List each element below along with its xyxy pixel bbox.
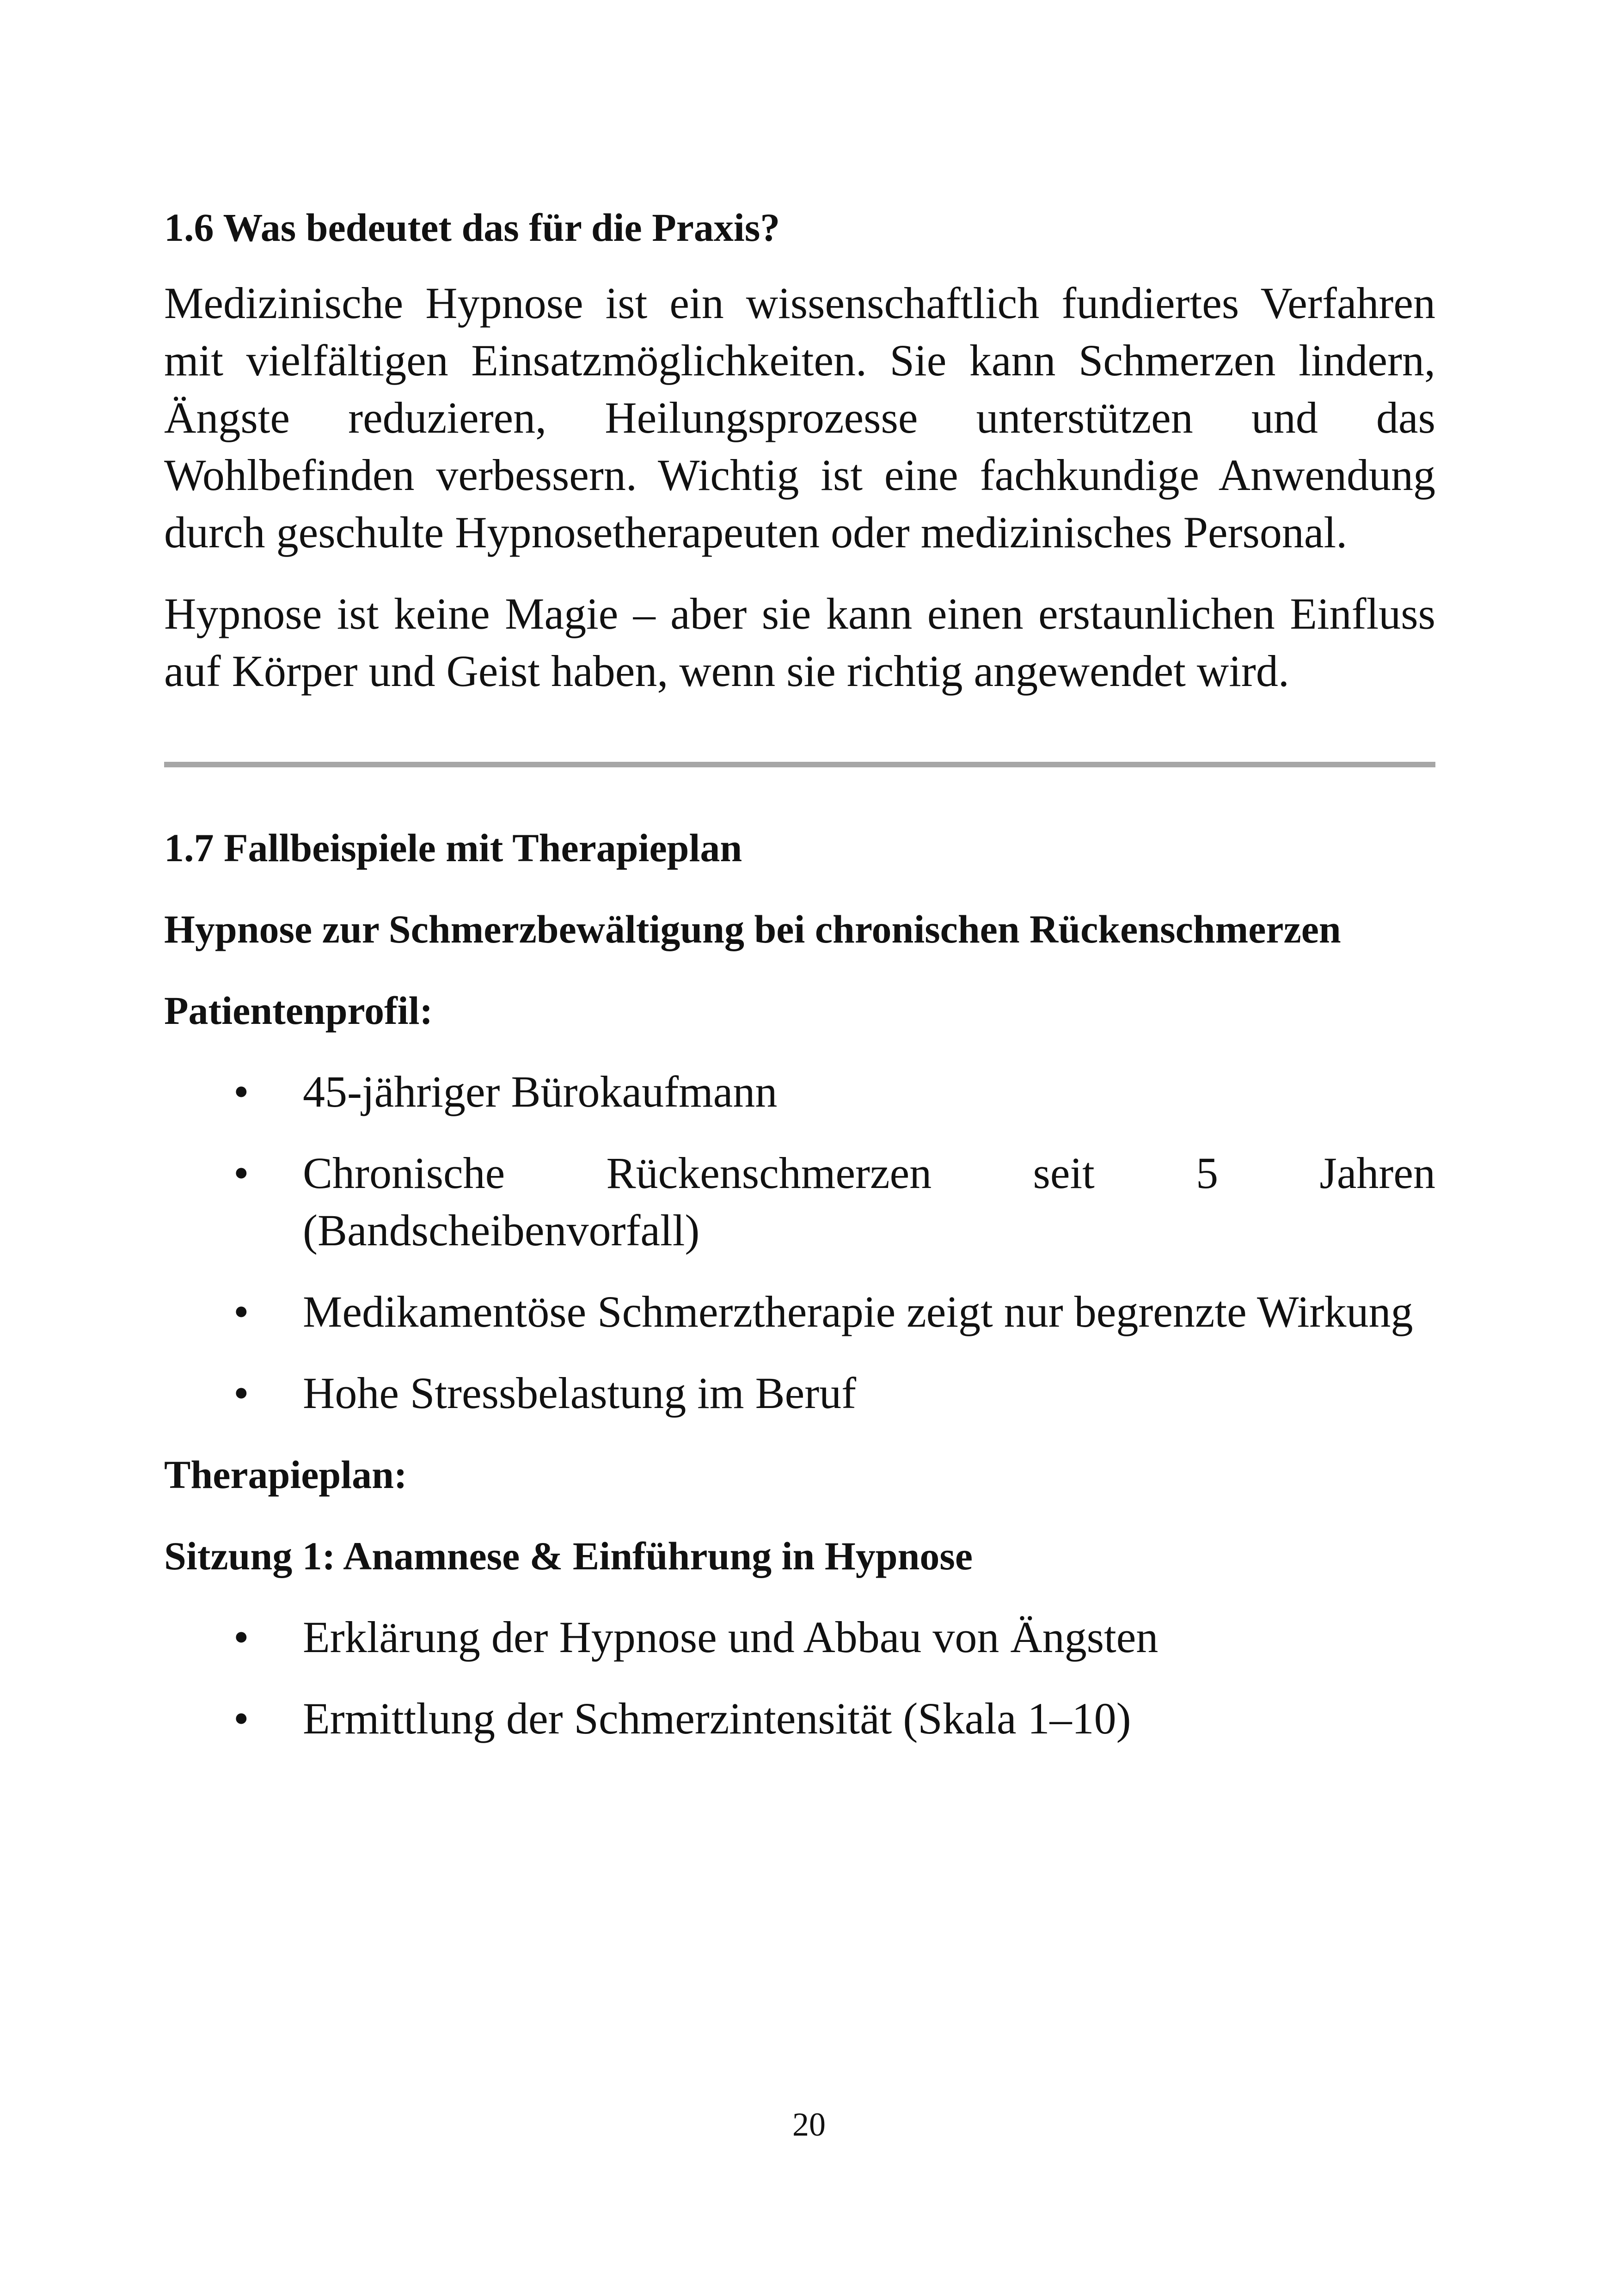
profile-list [164, 1063, 1435, 1422]
section-heading-1-6: 1.6 Was bedeutet das für die Praxis? [164, 205, 780, 250]
list-item [164, 1145, 1435, 1259]
bullet-icon: • [233, 1148, 249, 1198]
page-number: 20 [792, 2106, 826, 2143]
paragraph: Hypnose ist keine Magie – aber sie kann einen erstaunlichen Einfluss auf Körper und Geist haben, wenn sie richtig angewendet wird. [164, 589, 1435, 696]
list-item [164, 1283, 1435, 1341]
list-item-text: 45-jähriger Bürokaufmann [303, 1067, 778, 1116]
list-item-text: Hohe Stressbelastung im Beruf [303, 1368, 857, 1418]
paragraph: Medizinische Hypnose ist ein wissenschaftlich fundiertes Verfahren mit vielfältigen Einsatzmöglichkeiten. Sie kann Schmerzen lindern, Ängste reduzieren, Heilungsprozesse unterstützen und das Wohlbefinden verbessern. Wichtig ist eine fachkundige Anwendung durch geschulte Hypnosetherapeuten oder medizinisches Personal. [164, 278, 1435, 557]
bullet-icon: • [233, 1368, 249, 1418]
page-content [164, 199, 1435, 1747]
section-divider [164, 762, 1435, 767]
bullet-icon: • [233, 1612, 249, 1662]
bullet-icon: • [233, 1694, 249, 1743]
case-title: Hypnose zur Schmerzbewältigung bei chronischen Rückenschmerzen [164, 907, 1341, 951]
therapy-plan-label: Therapieplan: [164, 1452, 407, 1497]
profile-label: Patientenprofil: [164, 988, 433, 1033]
list-item [164, 1690, 1435, 1747]
list-item [164, 1063, 1435, 1120]
list-item-text: Medikamentöse Schmerztherapie zeigt nur begrenzte Wirkung [303, 1287, 1413, 1336]
section-heading-1-7: 1.7 Fallbeispiele mit Therapieplan [164, 826, 742, 870]
bullet-icon: • [233, 1287, 249, 1336]
bullet-icon: • [233, 1067, 249, 1116]
list-item [164, 1609, 1435, 1666]
list-item-text: Erklärung der Hypnose und Abbau von Ängsten [303, 1612, 1158, 1662]
session-1-title: Sitzung 1: Anamnese & Einführung in Hypnose [164, 1534, 973, 1578]
list-item [164, 1365, 1435, 1422]
list-item-text: Ermittlung der Schmerzintensität (Skala 1–10) [303, 1694, 1131, 1743]
list-item-text: Chronische Rückenschmerzen seit 5 Jahren (Bandscheibenvorfall) [303, 1148, 1435, 1255]
session-1-list [164, 1609, 1435, 1747]
